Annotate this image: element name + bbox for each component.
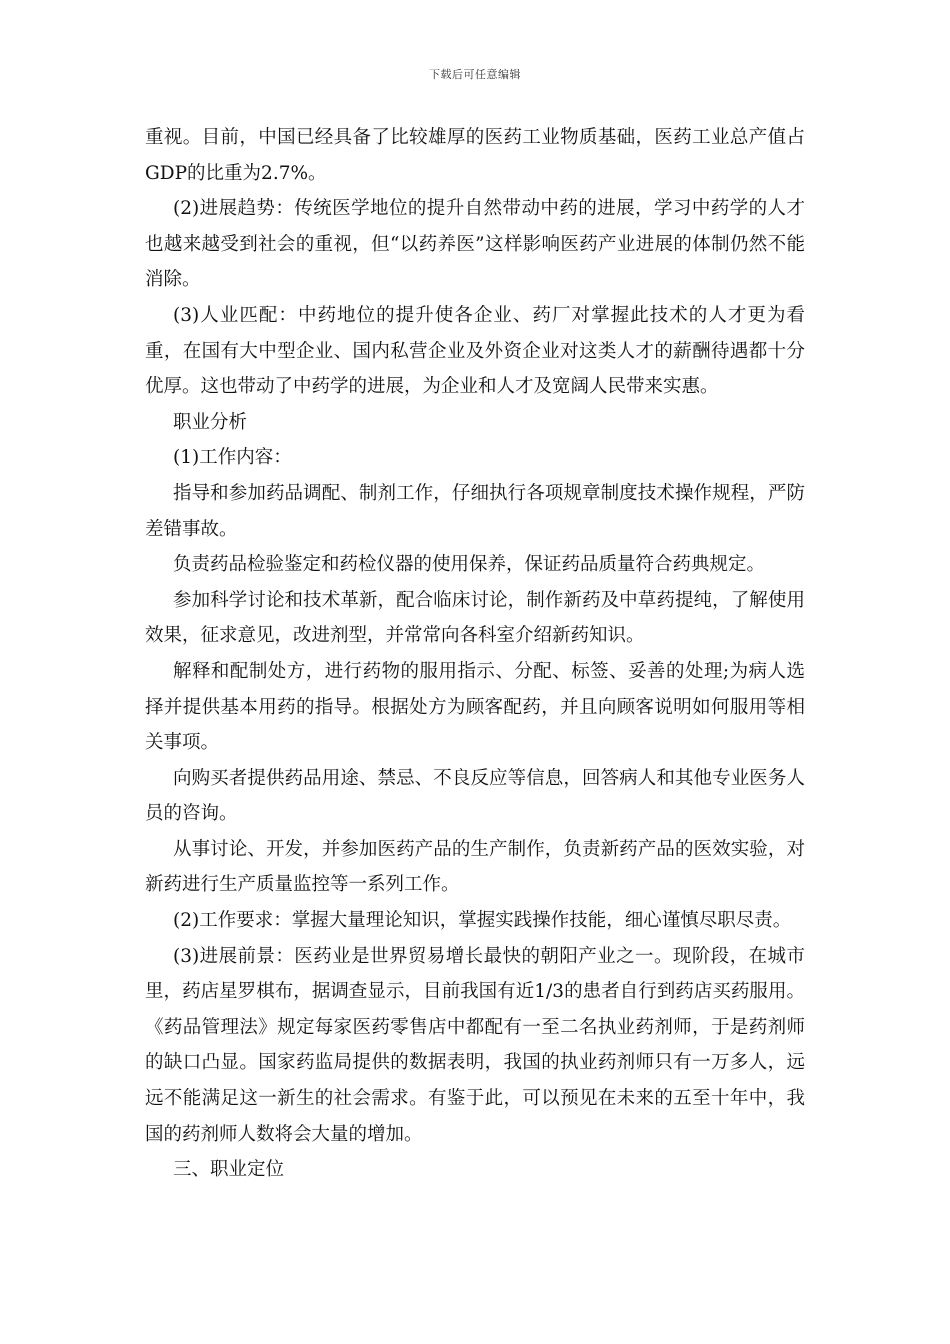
paragraph-dispensing-duty: 指导和参加药品调配、制剂工作，仔细执行各项规章制度技术操作规程，严防差错事故。 [145,482,805,540]
paragraph-development-trend: (2)进展趋势：传统医学地位的提升自然带动中药的进展，学习中药学的人才也越来越受到社会的重视，但“以药养医”这样影响医药产业进展的体制仍然不能消除。 [145,198,805,291]
paragraph-person-job-match: (3)人业匹配：中药地位的提升使各企业、药厂对掌握此技术的人才更为看重，在国有大中型企业、国内私营企业及外资企业对这类人才的薪酬待遇都十分优厚。这也带动了中药学的进展，为企业和人才及宽阔人民带来实惠。 [145,304,805,398]
paragraph-inspection-duty: 负责药品检验鉴定和药检仪器的使用保养，保证药品质量符合药典规定。 [173,554,766,576]
section-heading-career-analysis: 职业分析 [173,411,248,433]
document-body [145,120,805,1188]
section-heading-career-positioning: 三、职业定位 [173,1159,285,1181]
paragraph-consultation-duty: 向购买者提供药品用途、禁忌、不良反应等信息，回答病人和其他专业医务人员的咨询。 [145,767,805,825]
paragraph-gdp-share: 重视。目前，中国已经具备了比较雄厚的医药工业物质基础，医药工业总产值占GDP的比重为2.7%。 [145,127,805,184]
page-header-note: 下载后可任意编辑 [429,68,521,81]
subheading-work-content: (1)工作内容： [173,447,292,469]
paragraph-development-duty: 从事讨论、开发，并参加医药产品的生产制作，负责新药产品的医效实验，对新药进行生产质量监控等一系列工作。 [145,838,805,896]
paragraph-career-prospects: (3)进展前景：医药业是世界贸易增长最快的朝阳产业之一。现阶段，在城市里，药店星罗棋布，据调查显示，目前我国有近1/3的患者自行到药店买药服用。《药品管理法》规定每家医药零售店中都配有一至二名执业药剂师，于是药剂师的缺口凸显。国家药监局提供的数据表明，我国的执业药剂师只有一万多人，远远不能满足这一新生的社会需求。有鉴于此，可以预见在未来的五至十年中，我国的药剂师人数将会大量的增加。 [145,945,805,1145]
paragraph-work-requirements: (2)工作要求：掌握大量理论知识，掌握实践操作技能，细心谨慎尽职尽责。 [173,910,792,932]
paragraph-research-duty: 参加科学讨论和技术革新，配合临床讨论，制作新药及中草药提纯，了解使用效果，征求意见，改进剂型，并常常向各科室介绍新药知识。 [145,589,805,647]
paragraph-prescription-duty: 解释和配制处方，进行药物的服用指示、分配、标签、妥善的处理;为病人选择并提供基本用药的指导。根据处方为顾客配药，并且向顾客说明如何服用等相关事项。 [145,660,805,754]
